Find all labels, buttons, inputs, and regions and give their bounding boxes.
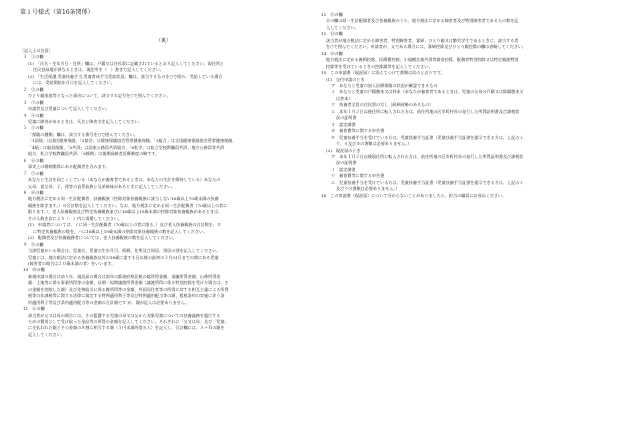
instruction-line: 入してください。 xyxy=(326,24,359,30)
instruction-line: ひとり親家庭等となった事由について、該当する記号を○で囲んでください。 xyxy=(28,93,171,99)
instruction-line: ア 本年１月２日以後現住所に転入された方は、前住所地の区市町村長の発行した所得証明書及び課税状 xyxy=(331,153,524,159)
instruction-line: 当該児童がいる場合は、児童名、児童の生年月日、続柄、住所及び同居、別居の別を記入してください。 xyxy=(28,248,221,254)
instruction-line: 16 この申請書（現況届）について分からないことがありましたら、担当の職員にお尋ねください。 xyxy=(321,192,507,198)
instruction-line: ２ ②の欄 xyxy=(23,86,44,92)
instruction-line: 「4船」は船員保険、「5共済」は国家公務員共済組合、「6私学」は私立学校教職員共済、地方公務員等共済 xyxy=(28,144,225,150)
instruction-line: ５ ⑤の欄 xyxy=(23,125,44,131)
instruction-line: (2) 現況届のとき xyxy=(326,147,361,153)
instruction-line: ［記入上の注意］ xyxy=(20,48,53,53)
instruction-line: ６ ⑥の欄 xyxy=(23,157,44,163)
instruction-line: 児童に障害があるときは、氏名と障害名を記入してください。 xyxy=(28,118,143,124)
instruction-line: あなたと生計を同じくしている（あなたが養育者であるときは、あなたの生計を維持している）あなたの xyxy=(28,177,221,183)
instruction-line: エ 本年１月２日以後住所に転入された方は、前住所地の区市町村長の発行した所得証明書及び課税状 xyxy=(331,108,520,114)
instruction-line: ア あなたと児童の加入医療保険の状況が確認できるもの xyxy=(331,82,438,88)
instruction-line: には、受給開始年月日を記入してください。 xyxy=(33,80,115,86)
instruction-line: 12 ⑫の欄 xyxy=(321,12,343,17)
instruction-line: ⑪の欄の同一生計配偶者及び扶養親族のうち、地方税法に定める障害者及び特別障害者である人の数を記 xyxy=(326,18,519,24)
instruction-line: 況の証明書 xyxy=(336,160,357,166)
instruction-line: 父母、祖父母、子、孫等の直系血族と兄弟姉妹があるときに記入してください。 xyxy=(28,183,176,189)
instruction-line: 住民登録地が異なるときは、現住所を（ ）書きで記入してください。 xyxy=(33,67,164,73)
instruction-line: ウ、オ及びカの書類は必要ありません。） xyxy=(336,141,412,147)
instruction-line: その人数を次により（ ）内に再掲してください。 xyxy=(28,215,123,221)
instruction-line: 控除等を受けているときの控除額等を記入してください。 xyxy=(326,63,433,69)
left-column xyxy=(20,38,307,338)
form-number: 第１号様式（第16条関係） xyxy=(20,9,94,16)
instruction-line: 地方税法に定める同一生計配偶者、扶養親族（控除対象扶養親族に該当しない16歳以上70歳未満の扶養 xyxy=(28,196,219,202)
right-column xyxy=(318,12,610,199)
instruction-line: 14 ⑭の欄 xyxy=(321,50,343,56)
instruction-line: 税等の非課税等に関する法律に規定する特例適用利子等及び特例適用配当等の額、租税条約の実施に伴う条 xyxy=(28,293,225,299)
instruction-line: 況の証明書 xyxy=(336,115,357,121)
instruction-line: 地方税法に定める雑損控除、医療費控除、小規模企業共済等掛金控除、配偶者特別控除又は特定親族特別 xyxy=(326,57,519,63)
instruction-line: ７ ⑦の欄 xyxy=(23,170,44,176)
instruction-line: の金額を控除した額）及び先物取引に係る雑所得等の金額、外国居住者等の所得に対する相互主義による所得 xyxy=(28,286,229,292)
instruction-line: に特定扶養親族の数を、ハに16歳以上19歳未満の控除対象扶養親族の数を記入してください。 xyxy=(33,228,208,234)
instruction-line: 該当者が父又は母の場合には、その監護する児童の母又は父から対象児童についての扶養義務を履行する xyxy=(28,312,221,318)
right-instructions xyxy=(318,12,610,199)
instruction-line: に支払われた額とその金額の８割に相当する額（１円未満四捨五入）を記入し、合計欄には、Ａ＋Ｂの額を xyxy=(28,325,225,331)
instruction-line: 新規申請の場合は前々年、現況届の場合は前年の都道府県民税の総所得金額、退職所得金額、山林所得金 xyxy=(28,273,221,279)
instruction-line: 「1国保」は国民健康保険、「2協会」は健康保険協会管掌健康保険、「3組合」は全国健康保険協会管掌健康保険、 xyxy=(28,138,237,144)
instruction-line: (1) 「氏名・生年月日・住所」欄は、戸籍又は住民票に記載されているとおり記入してください。現住所と xyxy=(28,60,225,66)
page-heading: （裏） xyxy=(155,38,171,44)
instruction-line: 及びウの書類は必要ありません。） xyxy=(336,186,400,192)
instruction-line: 児童とは、地方税法に定める扶養親族以外の18歳に達する日以後の最初の３月31日までの間にある児童 xyxy=(28,254,219,260)
instruction-line: エ 児童扶養手当を受けている方は、児童扶養手当証書（児童扶養手当証書を提示できる方は、上記のイ xyxy=(331,179,524,185)
instruction-line: キ 児童扶養手当を受けている方は、児童扶養手当証書（児童扶養手当証書を提示できる方は、上記のイ、 xyxy=(331,134,528,140)
instruction-line: 額、土地等に係る事業所得等の金額、長期・短期譲渡所得金額（譲渡所得に係る特別控除を受けた場合は、そ xyxy=(28,280,229,286)
instruction-line: 11 ⑪の欄 xyxy=(23,306,45,312)
instruction-line: 10 ⑩の欄 xyxy=(23,267,45,273)
instruction-line: (2) 配偶者及び扶養義務者については、老人扶養親族の数を記入してください。 xyxy=(28,235,177,241)
instruction-line: 記入してください。 xyxy=(28,331,65,337)
instruction-line: ３ ③の欄 xyxy=(23,99,44,105)
instruction-line: イ あなたと児童の戸籍謄本又は抄本（あなたが養育者であるときは、児童の父母の戸籍又は除籍謄本又 xyxy=(331,89,524,95)
instruction-line: カ 養育費等に関する申告書 xyxy=(331,128,385,134)
instruction-line: 15 この申請書（現況届）に添えてつけて書類は次のとおりです。 xyxy=(321,70,445,76)
instruction-line: ８ ⑧の欄 xyxy=(23,189,44,195)
instruction-line: ウ 扶養者全員の住民票の写し（続柄省略のあるもの） xyxy=(331,102,434,108)
instruction-line: (1) 交付申請のとき xyxy=(326,76,365,82)
instruction-line: 限ります。）、老人扶養親族及び特定扶養親族並びに16歳以上19歳未満の控除対象扶養親族があるときは、 xyxy=(28,209,223,215)
instruction-line: 申請者及び児童について記入してください。 xyxy=(28,106,110,112)
left-instructions xyxy=(20,48,307,338)
instruction-line: 約適用利子等及び条約適用配当等の金額の合計額です が、額が記入は必要ありません。 xyxy=(28,299,190,305)
instruction-line: 13 ⑬の欄 xyxy=(321,31,343,37)
instruction-line: 親族を除きます。）の合計数を記入してください。なお、地方税法に定める同一生計配偶者（70歳以上の者に xyxy=(28,202,228,208)
instruction-line: イ 認定調書 xyxy=(331,166,356,172)
instruction-line: (1) 申請者については、イに同一生計配偶者（70歳以上の者に限る。）及び老人扶養親族の合計数を、ロ xyxy=(28,222,222,228)
instruction-line: ための費用として受け取った金品等の所得の金額を記入してください。それぞれに「父又は母」及び「児童」 xyxy=(28,319,229,325)
instruction-line: 事実上の婚姻関係にある配偶者を含みます。 xyxy=(28,164,110,170)
instruction-line: オ 認定調書 xyxy=(331,121,356,127)
instruction-line: ９ ⑨の欄 xyxy=(23,241,44,247)
instruction-line: 組合、私立学校教職員共済、「8後期」は後期高齢者医療制度の略です。 xyxy=(28,151,160,157)
instruction-line: を○で囲んでください。申請者が、父である場合には、寡婦控除及びひとり親控除の欄は省略してください。 xyxy=(326,44,527,50)
instruction-line: は抄本） xyxy=(336,95,353,101)
instruction-line: (2) 「生活保護,児童扶養手当,児童育成手当受給状況」欄は、該当するものを○で囲み、受給している場合 xyxy=(28,73,223,79)
instruction-line: (障害者の場合は２０歳未満の者）をいいます。 xyxy=(28,260,116,266)
instruction-line: 該当者が地方税法に定める障害者、特別障害者、寡婦、ひとり親又は勤労学生であるときに、該当する者 xyxy=(326,37,519,43)
instruction-line: ウ 養育費等に関する申告書 xyxy=(331,173,385,179)
instruction-line: ４ ④の欄 xyxy=(23,112,44,118)
instruction-line: １ ①の欄 xyxy=(23,54,44,60)
instruction-line: 「保険の種類」欄は、該当する番号を○で囲んでください。 xyxy=(28,131,139,137)
